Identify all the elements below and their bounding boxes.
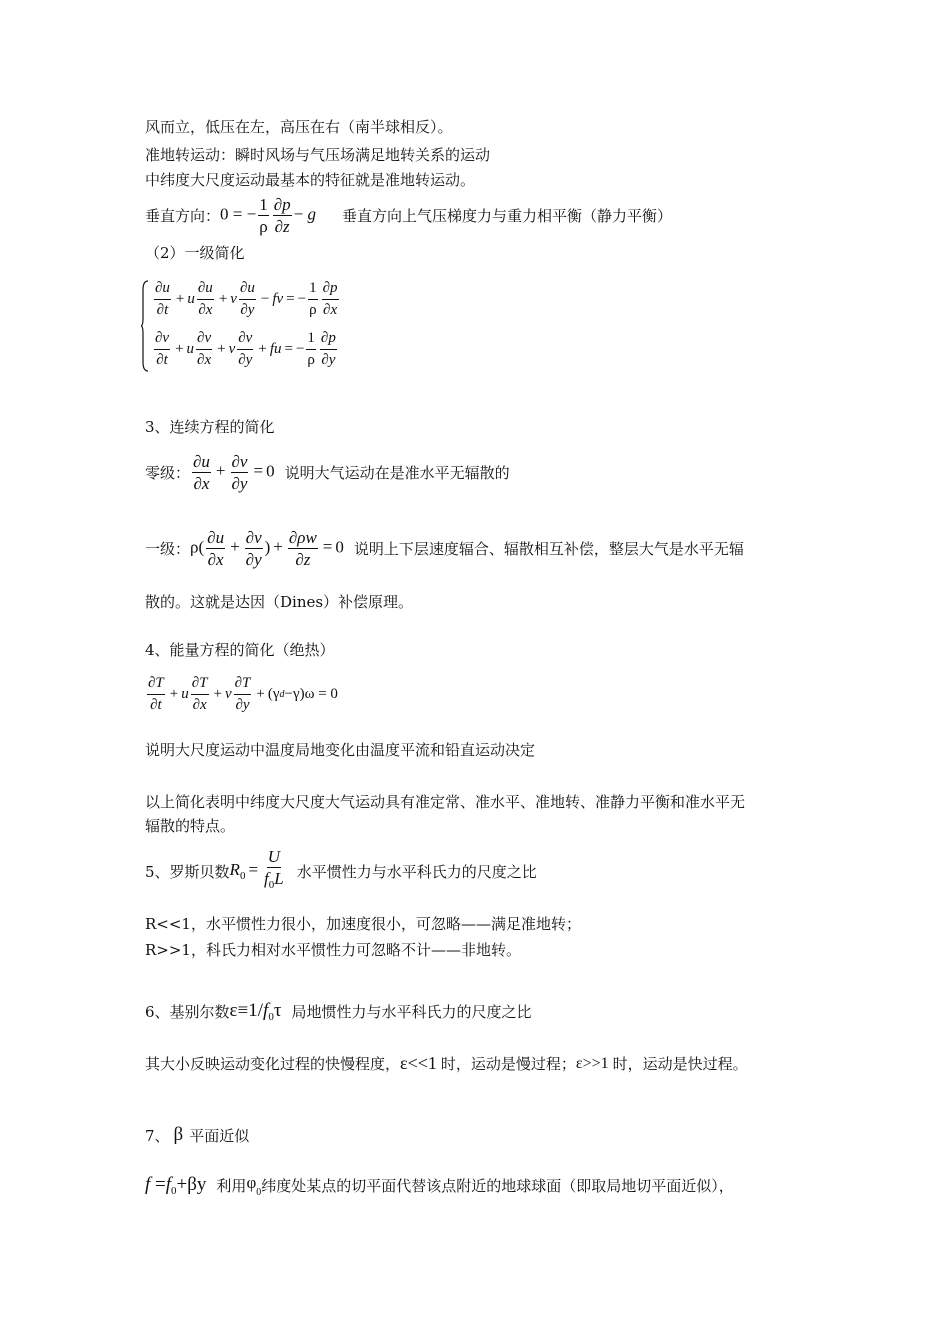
kibel-explain-a: 其大小反映运动变化过程的快慢程度，	[145, 1055, 401, 1073]
kibel-formula: $\varepsilon\equiv 1/f_0\tau$	[229, 1000, 282, 1023]
beta-desc-b: 纬度处某点的切平面代替该点附近的地球球面（即取局地切平面近似），	[261, 1177, 734, 1195]
rossby-desc: 水平惯性力与水平科氏力的尺度之比	[296, 862, 537, 881]
kibel-explain-line	[145, 1053, 748, 1074]
energy-equation: $\frac{\partial T}{\partial t}$ + u $\frac{\partial T}{\partial x}$ + v $\frac{\partial T}{\partial y}$ + (γ d −γ)ω = 0	[148, 675, 338, 713]
kibel-explain-b: 时，运动是慢过程；	[440, 1055, 576, 1073]
beta-title-prefix: 7、	[145, 1126, 170, 1145]
vertical-label: 垂直方向：	[145, 207, 221, 225]
section-first-order: （2）一级简化	[145, 244, 245, 262]
summary-line-2: 辐散的特点。	[145, 817, 236, 835]
first-order-line	[145, 527, 744, 570]
text-line-mid-latitude: 中纬度大尺度运动最基本的特征就是准地转运动。	[145, 171, 476, 189]
beta-plane-line	[145, 1173, 734, 1198]
rossby-equation: $R_0$ = $\frac{U}{f_0L}$	[229, 847, 284, 891]
zero-desc: 说明大气运动在是准水平无辐散的	[284, 464, 510, 482]
kibel-line	[145, 1000, 531, 1023]
section-energy: 4、能量方程的简化（绝热）	[145, 641, 335, 659]
one-desc: 说明上下层速度辐合、辐散相互补偿，整层大气是水平无辐	[353, 540, 744, 558]
beta-plane-title-line	[145, 1124, 249, 1146]
phi-zero: $\varphi_0$	[246, 1173, 262, 1198]
momentum-equation-v: $\frac{\partial v}{\partial t}$ + u $\frac{\partial v}{\partial x}$ + v $\frac{\partial v}{\partial y}$ + fu = − $\frac{1}{\rho}$ $\frac{\partial p}{\partial y}$	[155, 330, 336, 368]
zero-order-line	[145, 451, 510, 494]
rossby-line	[145, 846, 537, 896]
rossby-title: 5、罗斯贝数	[145, 862, 230, 881]
vertical-desc: 垂直方向上气压梯度力与重力相平衡（静力平衡）	[341, 207, 672, 225]
momentum-equation-u: $\frac{\partial u}{\partial t}$ + u $\frac{\partial u}{\partial x}$ + v $\frac{\partial u}{\partial y}$ − fv = − $\frac{1}{\rho}$ $\frac{\partial p}{\partial x}$	[155, 280, 338, 318]
rossby-large-case: R>>1，科氏力相对水平惯性力可忽略不计——非地转。	[145, 941, 521, 959]
hydrostatic-equation: 0 = − $\frac{1}{\rho}$ $\frac{\partial p}{\partial z}$ − g	[220, 195, 316, 236]
summary-line-1: 以上简化表明中纬度大尺度大气运动具有准定常、准水平、准地转、准静力平衡和准水平无	[145, 793, 746, 811]
zero-order-equation: $\frac{\partial u}{\partial x}$ + $\frac{\partial v}{\partial y}$ = 0	[193, 452, 275, 493]
beta-plane-formula: $f =f_0+\beta y$	[145, 1174, 207, 1197]
beta-title-suffix: 平面近似	[189, 1126, 250, 1145]
left-brace-icon	[141, 280, 149, 372]
energy-desc: 说明大尺度运动中温度局地变化由温度平流和铅直运动决定	[145, 741, 536, 759]
text-line-wind: 风而立，低压在左，高压在右（南半球相反）。	[145, 118, 453, 136]
beta-desc-a: 利用	[216, 1177, 247, 1195]
slow-condition: ε<<1	[400, 1053, 437, 1073]
zero-label: 零级：	[145, 464, 191, 482]
kibel-explain-c: 时，运动是快过程。	[612, 1055, 748, 1073]
first-order-equation: ρ( $\frac{\partial u}{\partial x}$ + $\frac{\partial v}{\partial y}$ ) + $\frac{\partial\rho w}{\partial z}$ = 0	[190, 528, 344, 569]
rossby-small-case: R<<1，水平惯性力很小，加速度很小，可忽略——满足准地转；	[145, 915, 581, 933]
text-line-quasi-geostrophic-def: 准地转运动：瞬时风场与气压场满足地转关系的运动	[145, 146, 491, 164]
fast-condition: ε>>1	[575, 1054, 609, 1072]
kibel-title: 6、基别尔数	[145, 1003, 230, 1021]
one-label: 一级：	[145, 540, 191, 558]
dines-principle: 散的。这就是达因（Dines）补偿原理。	[145, 593, 414, 611]
vertical-equation-line	[145, 194, 672, 237]
beta-symbol: β	[173, 1124, 184, 1145]
kibel-desc: 局地惯性力与水平科氏力的尺度之比	[291, 1003, 532, 1021]
section-continuity: 3、连续方程的简化	[145, 418, 275, 436]
